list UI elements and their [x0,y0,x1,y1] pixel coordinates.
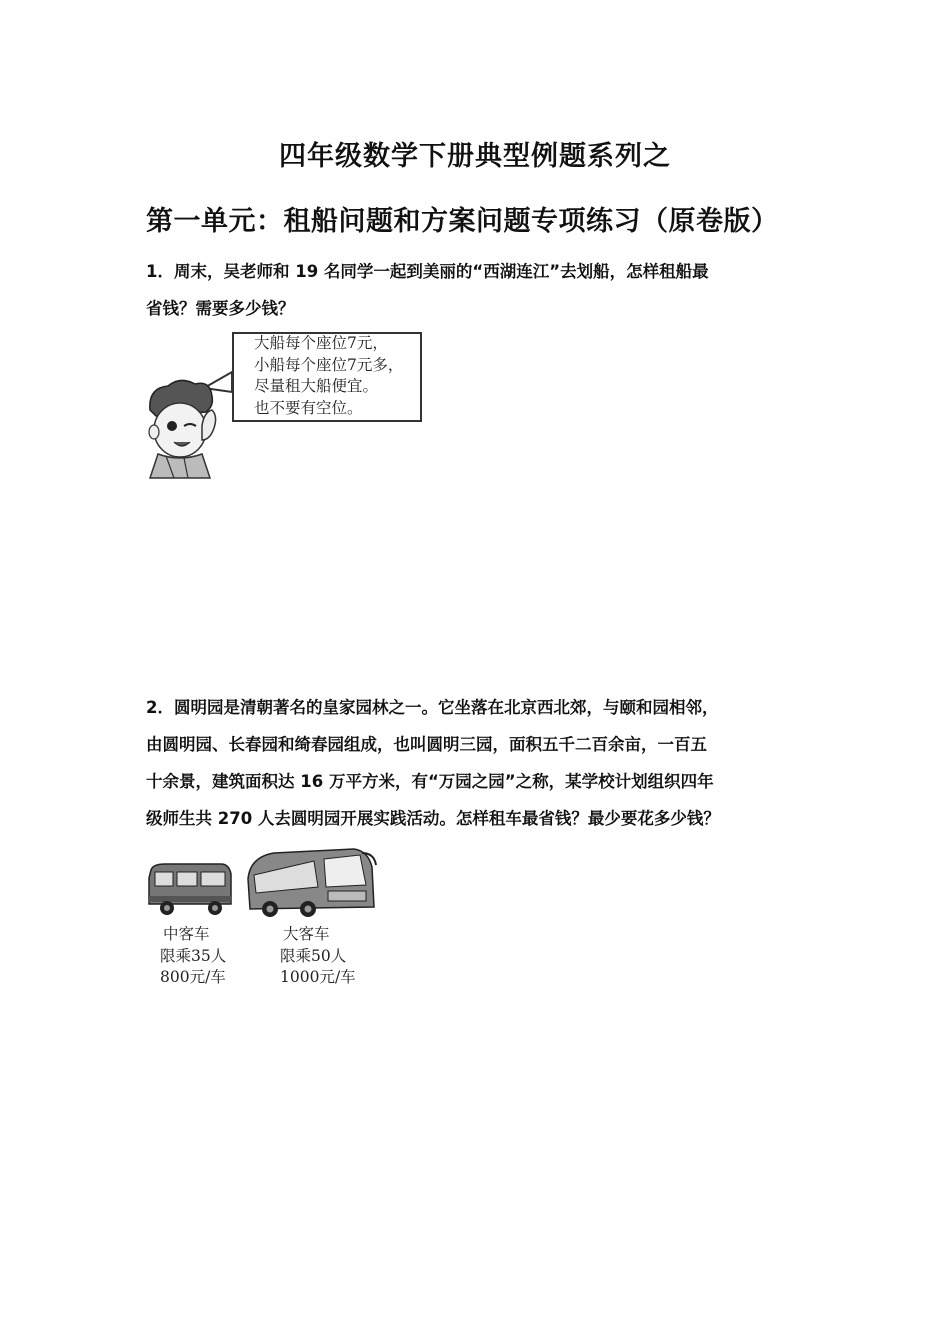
vehicle-limit: 限乘35人 [160,946,227,965]
bubble-line: 也不要有空位。 [254,398,363,417]
question-2 [146,689,816,837]
vehicle-name: 中客车 [163,925,210,943]
medium-bus-icon [145,860,235,920]
question-2-line: 由圆明园、长春园和绮春园组成，也叫圆明三园，面积五千二百余亩，一百五 [146,735,707,754]
speech-bubble-text [254,333,403,419]
section-title: 第一单元：租船问题和方案问题专项练习（原卷版） [146,206,779,237]
question-1-line: 省钱？需要多少钱？ [146,299,295,318]
vehicle-limit: 限乘50人 [280,946,347,965]
vehicle-price: 800元/车 [160,968,226,986]
question-2-line: 级师生共 270 人去圆明园开展实践活动。怎样租车最省钱？最少要花多少钱？ [146,809,720,828]
question-2-line: 十余景，建筑面积达 16 万平方米，有“万园之园”之称，某学校计划组织四年 [146,772,714,791]
bubble-line: 尽量租大船便宜。 [254,377,379,395]
bubble-line: 大船每个座位7元， [254,334,388,352]
question-2-line: 2．圆明园是清朝著名的皇家园林之一。它坐落在北京西北郊，与颐和园相邻， [146,698,719,717]
question-1 [146,253,816,327]
vehicle-price: 1000元/车 [280,968,356,986]
large-bus-icon [244,847,379,919]
vehicle-name: 大客车 [283,925,330,943]
medium-bus-caption [160,924,226,989]
boy-illustration [140,330,240,480]
question-1-line: 1．周末，吴老师和 19 名同学一起到美丽的“西湖连江”去划船，怎样租船最 [146,262,709,281]
bubble-line: 小船每个座位7元多， [254,355,404,374]
page-title: 四年级数学下册典型例题系列之 [279,141,671,172]
large-bus-caption [280,924,356,989]
